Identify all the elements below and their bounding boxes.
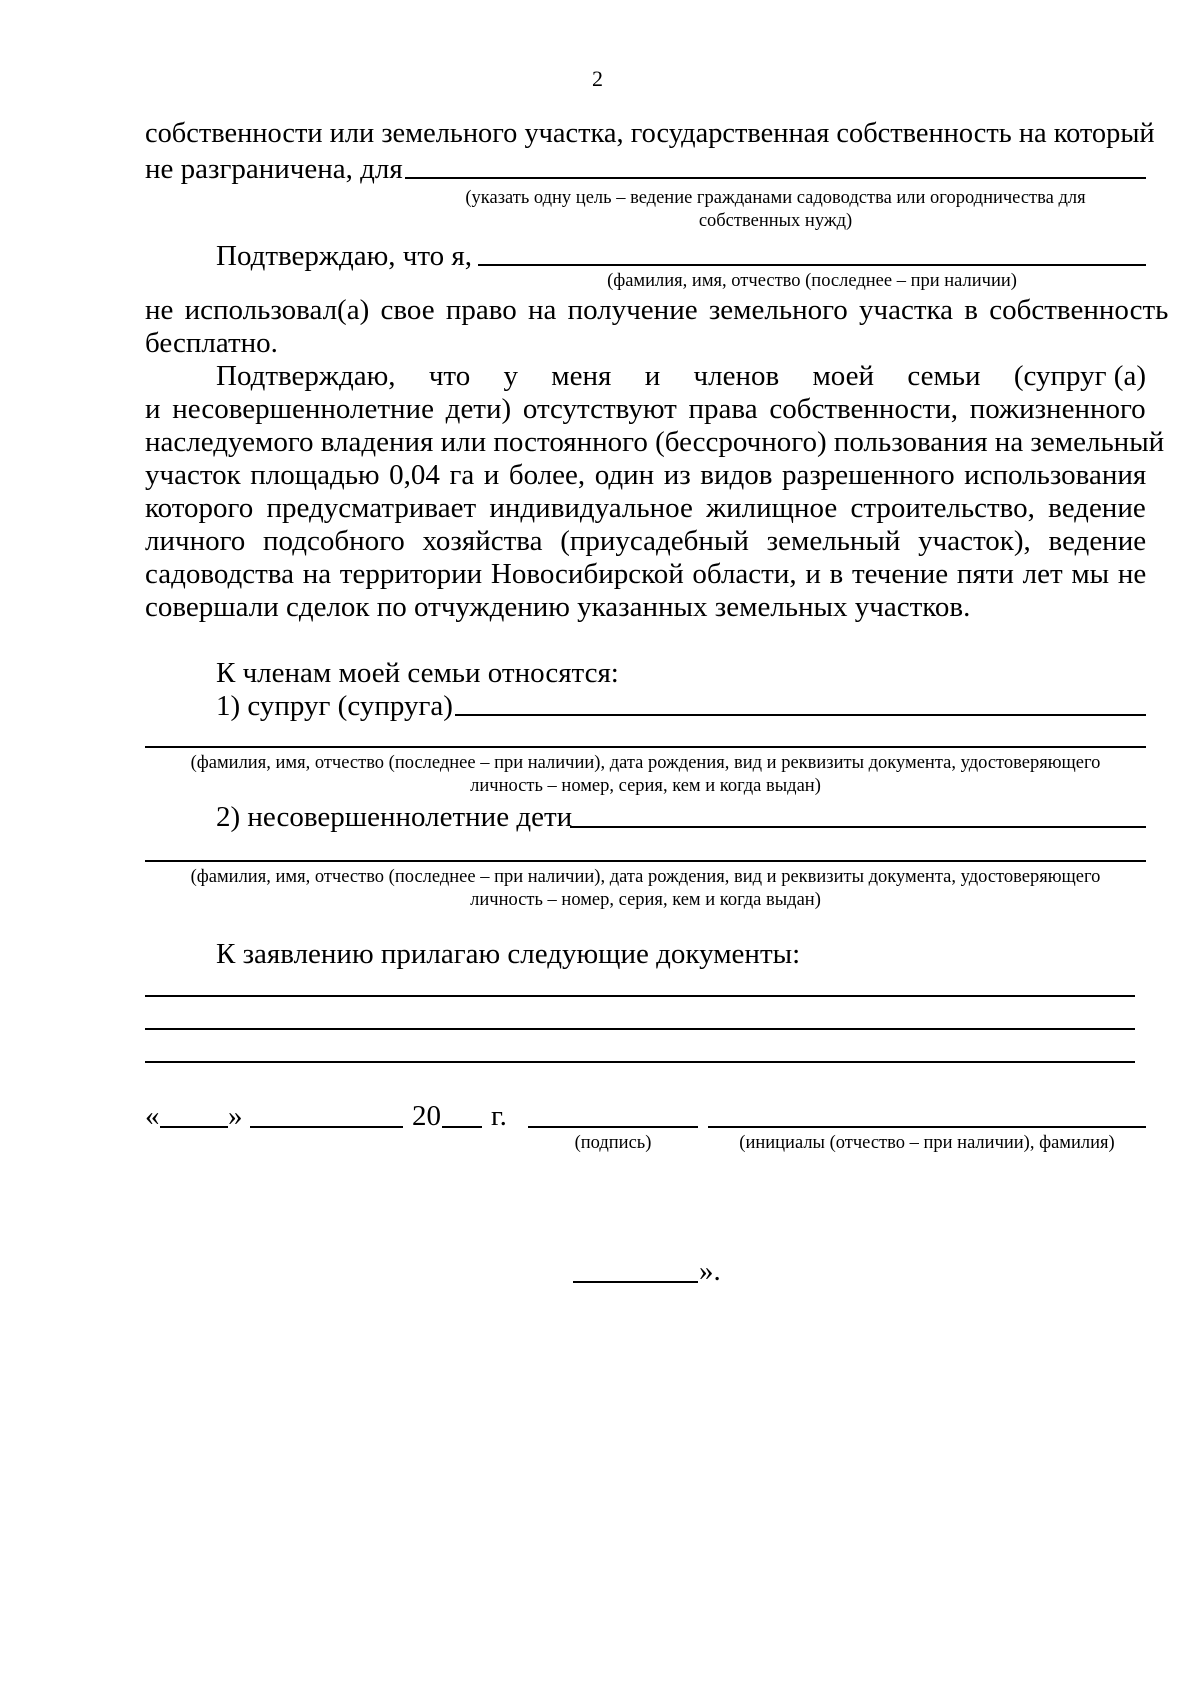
children-label: 2) несовершеннолетние дети	[216, 801, 573, 833]
confirm-family-line-2: и несовершеннолетние дети) отсутствуют права собственности, пожизненного	[145, 393, 1146, 425]
purpose-blank-line[interactable]	[405, 177, 1146, 179]
intro-line-2: не разграничена, для	[145, 153, 403, 185]
confirm-family-line-8: совершали сделок по отчуждению указанных земельных участков.	[145, 591, 971, 623]
date-year-blank[interactable]	[442, 1126, 482, 1128]
date-year-prefix: 20	[412, 1100, 441, 1132]
spouse-hint-line-1: (фамилия, имя, отчество (последнее – при наличии), дата рождения, вид и реквизиты документа, удостоверяющего	[190, 753, 1101, 773]
children-blank-line-1[interactable]	[570, 826, 1146, 828]
purpose-hint-line-2: собственных нужд)	[698, 211, 853, 231]
confirm-self-line-3: бесплатно.	[145, 327, 278, 359]
confirm-family-line-3: наследуемого владения или постоянного (бессрочного) пользования на земельный	[145, 426, 1165, 458]
page-number: 2	[592, 66, 603, 91]
attachment-line-3[interactable]	[145, 1061, 1135, 1063]
word: что	[428, 360, 471, 392]
children-blank-line-2[interactable]	[145, 860, 1146, 862]
word: меня	[551, 360, 612, 392]
signer-name-hint: (инициалы (отчество – при наличии), фамилия)	[739, 1133, 1115, 1153]
word: у	[503, 360, 518, 392]
confirm-family-line-6: личного подсобного хозяйства (приусадебный земельный участок), ведение	[145, 525, 1147, 557]
closing-quote: ».	[699, 1255, 721, 1287]
applicant-name-blank-line[interactable]	[478, 264, 1146, 266]
confirm-self-lead: Подтверждаю, что я,	[216, 240, 472, 272]
confirm-family-line-1	[216, 359, 1146, 393]
attachment-line-2[interactable]	[145, 1028, 1135, 1030]
closing-blank-line[interactable]	[573, 1281, 698, 1283]
date-month-blank[interactable]	[250, 1126, 403, 1128]
spouse-label: 1) супруг (супруга)	[216, 690, 453, 722]
word: семьи	[907, 360, 981, 392]
purpose-hint-line-1: (указать одну цель – ведение гражданами садоводства или огородничества для	[465, 188, 1086, 208]
children-hint-line-2: личность – номер, серия, кем и когда выдан)	[470, 890, 821, 910]
attachment-line-1[interactable]	[145, 995, 1135, 997]
spouse-blank-line-1[interactable]	[455, 714, 1146, 716]
confirm-family-line-4: участок площадью 0,04 га и более, один из видов разрешенного использования	[145, 459, 1147, 491]
word: моей	[812, 360, 875, 392]
word: Подтверждаю,	[216, 360, 396, 392]
word: (супруг (а)	[1013, 360, 1146, 392]
date-day-blank[interactable]	[160, 1126, 228, 1128]
confirm-self-line-2	[145, 293, 1169, 327]
signature-hint: (подпись)	[574, 1133, 652, 1153]
attachments-heading: К заявлению прилагаю следующие документы:	[216, 938, 801, 970]
children-hint-line-1: (фамилия, имя, отчество (последнее – при наличии), дата рождения, вид и реквизиты документа, удостоверяющего	[190, 867, 1101, 887]
date-quote-close: »	[228, 1100, 243, 1132]
family-heading: К членам моей семьи относятся:	[216, 657, 619, 689]
intro-line-1: собственности или земельного участка, государственная собственность на который	[145, 118, 1155, 149]
signer-name-blank[interactable]	[708, 1126, 1146, 1128]
date-quote-open: «	[145, 1100, 160, 1132]
applicant-name-hint: (фамилия, имя, отчество (последнее – при наличии)	[607, 271, 1017, 291]
spouse-hint-line-2: личность – номер, серия, кем и когда выдан)	[470, 776, 821, 796]
word: и	[644, 360, 661, 392]
confirm-self-line-2-text: не использовал(а) свое право на получение земельного участка в собственность	[145, 294, 1169, 326]
confirm-family-line-7: садоводства на территории Новосибирской области, и в течение пяти лет мы не	[145, 558, 1147, 590]
word: членов	[693, 360, 780, 392]
confirm-family-line-5: которого предусматривает индивидуальное жилищное строительство, ведение	[145, 492, 1146, 524]
signature-blank[interactable]	[528, 1126, 698, 1128]
date-year-suffix: г.	[491, 1100, 507, 1132]
spouse-blank-line-2[interactable]	[145, 746, 1146, 748]
